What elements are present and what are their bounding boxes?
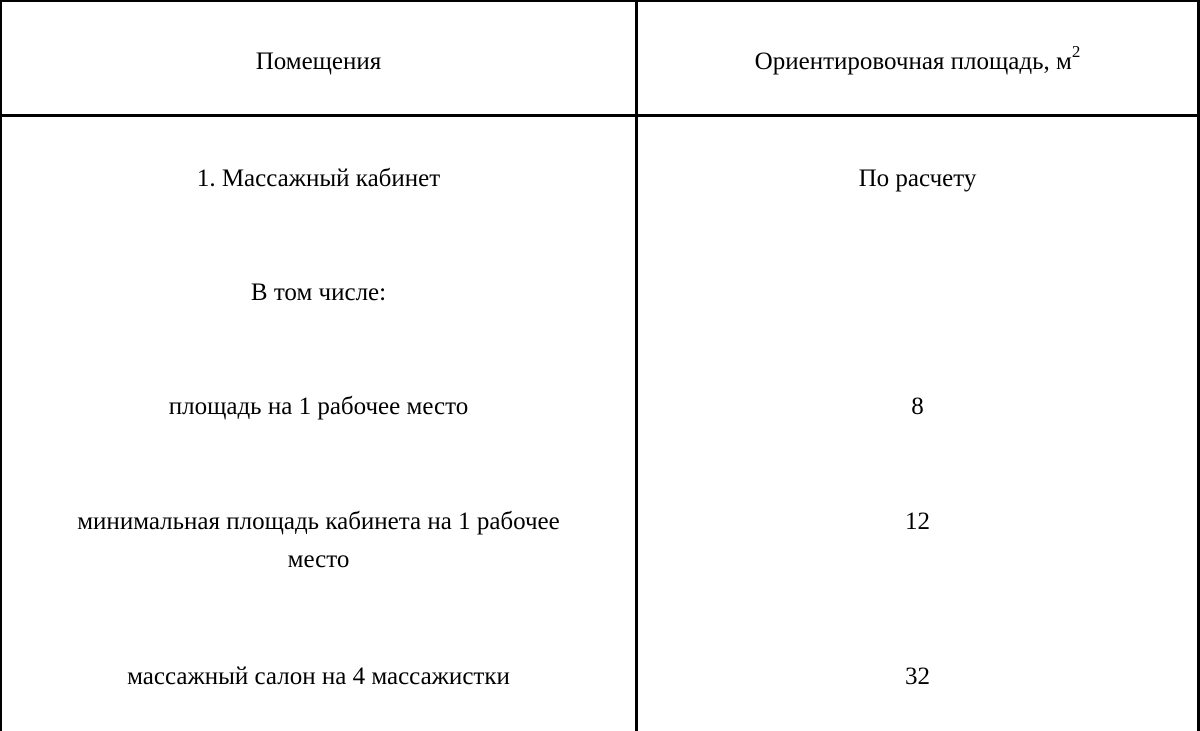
table-column-divider — [635, 0, 638, 731]
row-3-name-text: площадь на 1 рабочее место — [168, 393, 469, 420]
table-header-divider — [0, 114, 1200, 117]
header-rooms-label: Помещения — [255, 48, 382, 75]
row-4-name — [2, 503, 635, 579]
row-1-value — [638, 160, 1197, 198]
row-5-name-text: массажный салон на 4 массажистки — [127, 663, 510, 690]
row-1-value-text: По расчету — [858, 165, 977, 192]
row-5-value-text: 32 — [905, 663, 930, 690]
header-area — [638, 43, 1197, 81]
row-1-name-text: 1. Массажный кабинет — [196, 165, 441, 192]
header-area-superscript: 2 — [1071, 42, 1081, 61]
row-3-value-text: 8 — [911, 393, 924, 420]
row-2-name — [2, 274, 635, 312]
row-5-value — [638, 658, 1197, 696]
table-border-left — [0, 0, 2, 731]
header-rooms — [2, 43, 635, 81]
header-area-label: Ориентировочная площадь, м — [754, 48, 1072, 75]
row-4-name-line2: место — [287, 546, 350, 573]
table-border-top — [0, 0, 1200, 2]
row-3-name — [2, 388, 635, 426]
row-4-value-text: 12 — [905, 508, 930, 535]
row-4-value — [638, 503, 1197, 541]
row-4-name-line1: минимальная площадь кабинета на 1 рабочее — [77, 508, 560, 535]
row-2-name-text: В том числе: — [250, 279, 387, 306]
row-3-value — [638, 388, 1197, 426]
row-5-name — [2, 658, 635, 696]
row-1-name — [2, 160, 635, 198]
